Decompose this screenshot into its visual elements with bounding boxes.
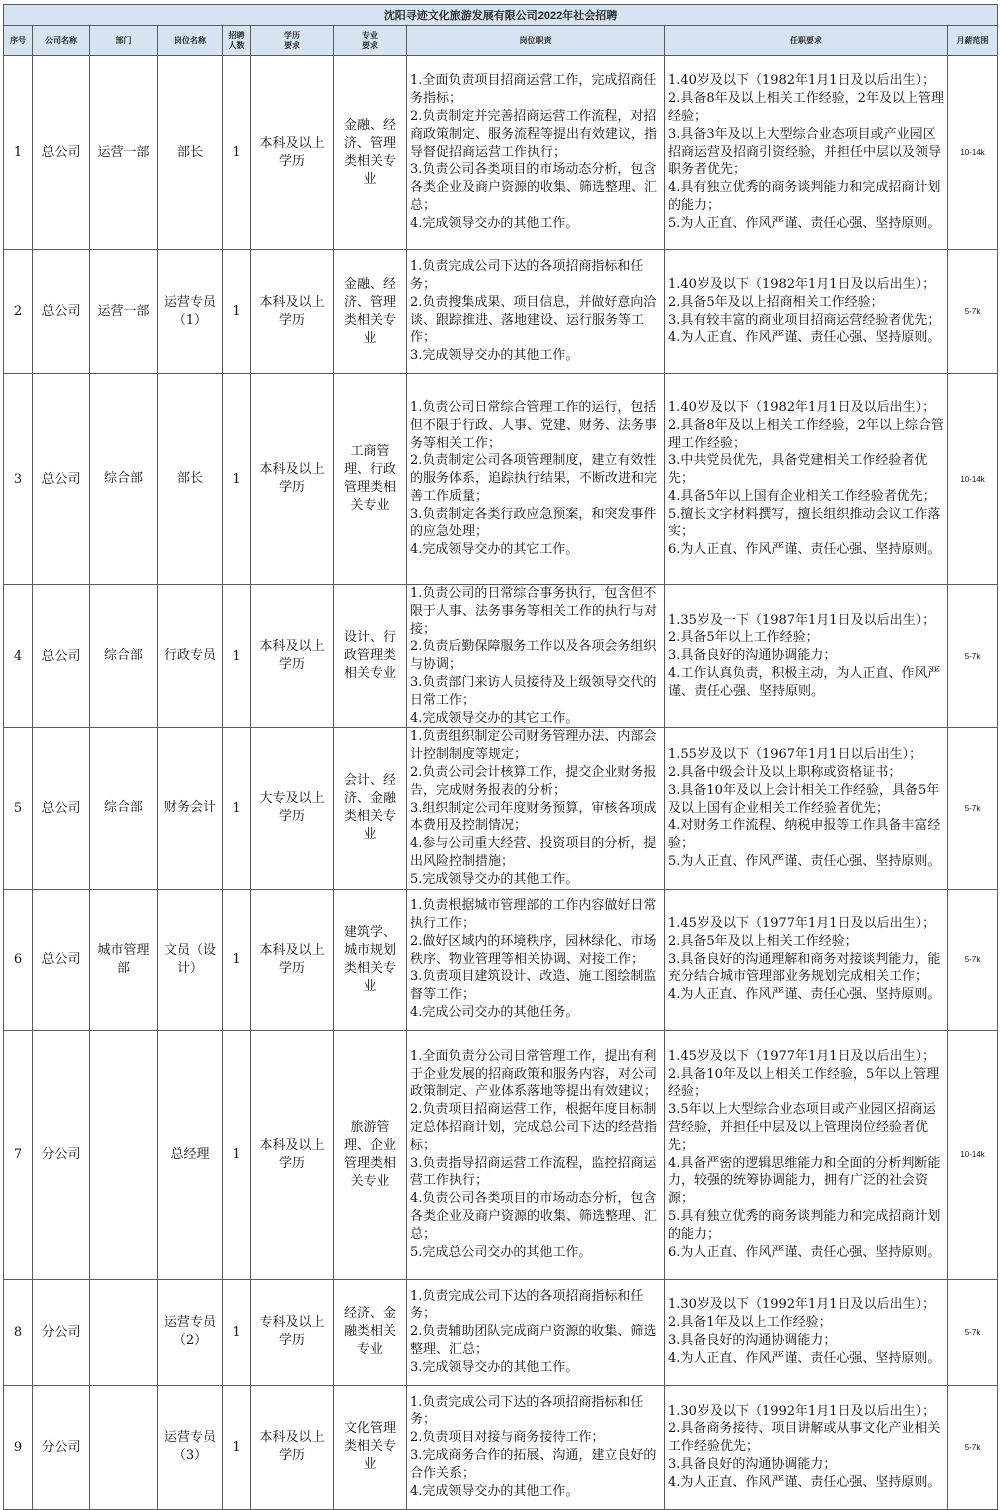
position-cell: 财务会计 <box>158 728 223 889</box>
requirement-line: 2.具备10年及以上相关工作经验，5年以上管理经验； <box>668 1066 940 1100</box>
company-cell: 总公司 <box>33 56 90 250</box>
company-cell: 总公司 <box>33 585 90 728</box>
duty-line: 1.负责完成公司下达的各项招商指标和任务； <box>410 1288 644 1322</box>
major-cell: 金融、经济、管理类相关专业 <box>334 250 407 374</box>
table-row <box>4 250 998 374</box>
header-company: 公司名称 <box>33 26 90 56</box>
company-cell: 分公司 <box>33 1030 90 1279</box>
row-number-cell: 7 <box>4 1030 33 1279</box>
requirement-line: 3.中共党员优先，具备党建相关工作经验者优先； <box>668 453 928 487</box>
requirements-cell <box>665 889 948 1030</box>
duty-line: 4.完成公司交办的其他任务。 <box>410 1005 579 1021</box>
salary-cell: 10-14k <box>948 374 998 585</box>
requirement-line: 3.具备良好的沟通协调能力； <box>668 1333 837 1349</box>
duty-line: 2.负责制定并完善招商运营工作流程，对招商政策制定、服务流程等提出有效建议，指导督促招商运营工作执行； <box>410 109 658 160</box>
requirements-cell <box>665 1030 948 1279</box>
department-cell <box>90 1385 158 1509</box>
requirement-line: 2.具备5年以上工作经验； <box>668 630 819 646</box>
header-duties: 岗位职责 <box>407 26 665 56</box>
salary-cell: 5-7k <box>948 1279 998 1385</box>
duty-line: 3.完成领导交办的其他工作。 <box>410 348 579 364</box>
duty-line: 3.完成领导交办的其他工作。 <box>410 1359 579 1375</box>
header-dept: 部门 <box>90 26 158 56</box>
table-row <box>4 1385 998 1509</box>
duty-line: 2.负责项目对接与商务接待工作； <box>410 1430 605 1446</box>
table-row <box>4 374 998 585</box>
duty-line: 2.做好区域内的环境秩序，园林绿化、市场秩序、物业管理等相关协调、对接工作； <box>410 933 657 967</box>
salary-cell: 5-7k <box>948 889 998 1030</box>
duty-line: 4.完成领导交办的其它工作。 <box>410 542 579 558</box>
duties-cell <box>407 889 665 1030</box>
position-cell: 文员（设计） <box>158 889 223 1030</box>
requirement-line: 1.30岁及以下（1992年1月1日及以后出生）； <box>668 1403 936 1419</box>
table-row <box>4 889 998 1030</box>
requirement-line: 4.对财务工作流程、纳税申报等工作具备丰富经验； <box>668 818 941 852</box>
duty-line: 3.组织制定公司年度财务预算，审核各项成本费用及控制情况； <box>410 800 657 834</box>
education-cell: 本科及以上学历 <box>251 889 334 1030</box>
department-cell: 综合部 <box>90 728 158 889</box>
requirement-line: 1.40岁及以下（1982年1月1日及以后出生）； <box>668 276 936 292</box>
header-salary: 月薪范围 <box>948 26 998 56</box>
duty-line: 3.负责指导招商运营工作流程，监控招商运营工作执行； <box>410 1155 657 1189</box>
duties-cell <box>407 1030 665 1279</box>
duty-line: 2.负责搜集成果、项目信息，并做好意向洽谈、跟踪推进、落地建设、运行服务等工作； <box>410 294 657 346</box>
education-cell: 本科及以上学历 <box>251 1385 334 1509</box>
header-no: 序号 <box>4 26 33 56</box>
requirement-line: 1.40岁及以下（1982年1月1日及以后出生）； <box>668 73 936 89</box>
company-cell: 总公司 <box>33 889 90 1030</box>
requirements-cell <box>665 56 948 250</box>
row-number-cell: 3 <box>4 374 33 585</box>
duty-line: 4.完成领导交办的其他工作。 <box>410 215 579 231</box>
header-requirements: 任职要求 <box>665 26 948 56</box>
row-number-cell: 1 <box>4 56 33 250</box>
requirement-line: 3.具备良好的沟通协调能力； <box>668 1456 837 1472</box>
requirement-line: 4.具有独立优秀的商务谈判能力和完成招商计划的能力； <box>668 180 941 213</box>
requirement-line: 4.为人正直、作风严谨、责任心强、坚持原则。 <box>668 1350 941 1366</box>
headcount-cell: 1 <box>223 56 251 250</box>
requirement-line: 2.具备8年及以上相关工作经验，2年及以上管理经验； <box>668 91 944 124</box>
salary-cell: 5-7k <box>948 250 998 374</box>
requirement-line: 5.具有独立优秀的商务谈判能力和完成招商计划的能力； <box>668 1208 941 1242</box>
requirement-line: 2.具备1年及以上工作经验； <box>668 1315 832 1331</box>
table-row <box>4 585 998 728</box>
education-cell: 本科及以上学历 <box>251 250 334 374</box>
position-cell: 运营专员（3） <box>158 1385 223 1509</box>
major-cell: 工商管理、行政管理类相关专业 <box>334 374 407 585</box>
duty-line: 2.负责辅助团队完成商户资源的收集、筛选整理、汇总； <box>410 1324 657 1357</box>
company-cell: 总公司 <box>33 250 90 374</box>
salary-cell: 10-14k <box>948 56 998 250</box>
duty-line: 3.完成商务合作的拓展、沟通，建立良好的合作关系； <box>410 1448 657 1481</box>
duty-line: 4.完成领导交办的其他工作。 <box>410 1483 579 1499</box>
duty-line: 1.全面负责项目招商运营工作，完成招商任务指标； <box>410 73 657 107</box>
requirement-line: 2.具备5年及以上招商相关工作经验； <box>668 294 884 310</box>
position-cell: 部长 <box>158 374 223 585</box>
header-major: 专业要求 <box>334 26 407 56</box>
major-cell: 会计、经济、金融类相关专业 <box>334 728 407 889</box>
salary-cell: 5-7k <box>948 1385 998 1509</box>
education-cell: 本科及以上学历 <box>251 56 334 250</box>
requirements-cell <box>665 1279 948 1385</box>
salary-cell: 5-7k <box>948 728 998 889</box>
requirement-line: 1.45岁及以下（1977年1月1日及以后出生）； <box>668 916 936 932</box>
row-number-cell: 5 <box>4 728 33 889</box>
requirement-line: 2.具备5年及以上相关工作经验； <box>668 933 858 949</box>
major-cell: 经济、金融类相关专业 <box>334 1279 407 1385</box>
position-cell: 部长 <box>158 56 223 250</box>
duty-line: 1.负责组织制定公司财务管理办法、内部会计控制制度等规定； <box>410 729 657 763</box>
salary-cell: 5-7k <box>948 585 998 728</box>
requirement-line: 1.40岁及以下（1982年1月1日及以后出生）； <box>668 399 936 415</box>
major-cell: 金融、经济、管理类相关专业 <box>334 56 407 250</box>
company-cell: 分公司 <box>33 1385 90 1509</box>
requirement-line: 3.具备10年及以上会计相关工作经验，具备5年及以上国有企业相关工作经验者优先； <box>668 782 940 816</box>
row-number-cell: 8 <box>4 1279 33 1385</box>
requirement-line: 3.具备3年及以上大型综合业态项目或产业园区招商运营及招商引资经验，并担任中层以及领导职务者优先； <box>668 126 942 178</box>
department-cell <box>90 1279 158 1385</box>
requirement-line: 1.55岁及以下（1967年1月1日以后出生）； <box>668 747 923 763</box>
department-cell: 综合部 <box>90 585 158 728</box>
requirement-line: 3.具有较丰富的商业项目招商运营经验者优先； <box>668 312 941 328</box>
major-cell: 设计、行政管理类相关专业 <box>334 585 407 728</box>
duties-cell <box>407 250 665 374</box>
duty-line: 1.全面负责分公司日常管理工作，提出有利于企业发展的招商政策和服务内容，对公司政策制定、产业体系落地等提出有效建议； <box>410 1048 658 1100</box>
duty-line: 4.参与公司重大经营、投资项目的分析，提出风险控制措施； <box>410 836 657 869</box>
header-position: 岗位名称 <box>158 26 223 56</box>
requirement-line: 2.具备8年及以上相关工作经验，2年以上综合管理工作经验； <box>668 417 944 451</box>
education-cell: 大专及以上学历 <box>251 728 334 889</box>
requirements-cell <box>665 374 948 585</box>
header-row <box>4 26 998 56</box>
duty-line: 2.负责制定公司各项管理制度，建立有效性的服务体系，追踪执行结果，不断改进和完善工作质量； <box>410 453 658 504</box>
recruitment-table-container <box>3 4 997 1510</box>
duties-cell <box>407 1385 665 1509</box>
major-cell: 文化管理类相关专业 <box>334 1385 407 1509</box>
duty-line: 3.负责公司各类项目的市场动态分析，包含各类企业及商户资源的收集、筛选整理、汇总； <box>410 162 658 213</box>
duties-cell <box>407 585 665 728</box>
duty-line: 3.负责部门来访人员接待及上级领导交代的日常工作； <box>410 674 657 708</box>
duty-line: 1.负责完成公司下达的各项招商指标和任务； <box>410 1394 644 1428</box>
headcount-cell: 1 <box>223 250 251 374</box>
duty-line: 3.负责项目建筑设计、改造、施工图绘制监督等工作； <box>410 969 657 1003</box>
headcount-cell: 1 <box>223 1279 251 1385</box>
requirements-cell <box>665 585 948 728</box>
department-cell: 运营一部 <box>90 250 158 374</box>
duty-line: 2.负责公司会计核算工作，提交企业财务报告，完成财务报表的分析； <box>410 764 657 798</box>
headcount-cell: 1 <box>223 889 251 1030</box>
department-cell: 运营一部 <box>90 56 158 250</box>
duty-line: 3.负责制定各类行政应急预案，和突发事件的应急处理； <box>410 506 657 540</box>
requirement-line: 6.为人正直、作风严谨、责任心强、坚持原则。 <box>668 542 941 558</box>
duty-line: 5.完成领导交办的其他工作。 <box>410 871 579 887</box>
education-cell: 专科及以上学历 <box>251 1279 334 1385</box>
header-education: 学历要求 <box>251 26 334 56</box>
row-number-cell: 6 <box>4 889 33 1030</box>
duty-line: 1.负责公司的日常综合事务执行，包含但不限于人事、法务事务等相关工作的执行与对接； <box>410 586 658 637</box>
requirement-line: 4.工作认真负责，积极主动，为人正直、作风严谨、责任心强、坚持原则。 <box>668 666 941 699</box>
requirement-line: 1.30岁及以下（1992年1月1日及以后出生）； <box>668 1297 936 1313</box>
table-row <box>4 728 998 889</box>
requirement-line: 5.为人正直、作风严谨、责任心强、坚持原则。 <box>668 853 941 869</box>
major-cell: 建筑学、城市规划类相关专业 <box>334 889 407 1030</box>
requirement-line: 5.擅长文字材料撰写，擅长组织推动会议工作落实； <box>668 506 941 540</box>
position-cell: 行政专员 <box>158 585 223 728</box>
requirement-line: 3.5年以上大型综合业态项目或产业园区招商运营经验，并担任中层及以上管理岗位经验者优先； <box>668 1102 936 1153</box>
requirement-line: 2.具备中级会计及以上职称或资格证书； <box>668 764 902 780</box>
duty-line: 1.负责根据城市管理部的工作内容做好日常执行工作； <box>410 898 657 932</box>
requirement-line: 4.为人正直、作风严谨、责任心强、坚持原则。 <box>668 1474 941 1490</box>
department-cell: 综合部 <box>90 374 158 585</box>
duty-line: 2.负责项目招商运营工作，根据年度目标制定总体招商计划，完成总公司下达的经营指标； <box>410 1102 658 1153</box>
requirement-line: 1.45岁及以下（1977年1月1日及以后出生）； <box>668 1048 936 1064</box>
header-count: 招聘人数 <box>223 26 251 56</box>
duty-line: 1.负责公司日常综合管理工作的运行，包括但不限于行政、人事、党建、财务、法务事务等相关工作； <box>410 399 658 451</box>
education-cell: 本科及以上学历 <box>251 1030 334 1279</box>
headcount-cell: 1 <box>223 1030 251 1279</box>
education-cell: 本科及以上学历 <box>251 374 334 585</box>
headcount-cell: 1 <box>223 374 251 585</box>
requirement-line: 6.为人正直、作风严谨、责任心强、坚持原则。 <box>668 1244 941 1260</box>
duty-line: 2.负责后勤保障服务工作以及各项会务组织与协调； <box>410 639 657 673</box>
duty-line: 1.负责完成公司下达的各项招商指标和任务； <box>410 259 644 292</box>
requirement-line: 4.具备5年以上国有企业相关工作经验者优先； <box>668 488 936 504</box>
position-cell: 总经理 <box>158 1030 223 1279</box>
requirement-line: 5.为人正直、作风严谨、责任心强、坚持原则。 <box>668 215 941 231</box>
duties-cell <box>407 728 665 889</box>
duties-cell <box>407 56 665 250</box>
row-number-cell: 9 <box>4 1385 33 1509</box>
position-cell: 运营专员（2） <box>158 1279 223 1385</box>
requirements-cell <box>665 728 948 889</box>
company-cell: 总公司 <box>33 728 90 889</box>
requirements-cell <box>665 1385 948 1509</box>
headcount-cell: 1 <box>223 585 251 728</box>
position-cell: 运营专员（1） <box>158 250 223 374</box>
table-row <box>4 56 998 250</box>
requirement-line: 4.为人正直、作风严谨、责任心强、坚持原则。 <box>668 987 941 1003</box>
headcount-cell: 1 <box>223 728 251 889</box>
duties-cell <box>407 374 665 585</box>
requirement-line: 3.具备良好的沟通协调能力； <box>668 648 837 664</box>
table-row <box>4 1279 998 1385</box>
requirement-line: 4.具备严密的逻辑思维能力和全面的分析判断能力，较强的统筹协调能力，拥有广泛的社会资源； <box>668 1155 941 1207</box>
salary-cell: 10-14k <box>948 1030 998 1279</box>
major-cell: 旅游管理、企业管理类相关专业 <box>334 1030 407 1279</box>
duty-line: 4.完成领导交办的其它工作。 <box>410 710 579 726</box>
company-cell: 分公司 <box>33 1279 90 1385</box>
duties-cell <box>407 1279 665 1385</box>
duty-line: 4.负责公司各类项目的市场动态分析，包含各类企业及商户资源的收集、筛选整理、汇总； <box>410 1191 658 1242</box>
requirement-line: 4.为人正直、作风严谨、责任心强、坚持原则。 <box>668 330 941 346</box>
table-row <box>4 1030 998 1279</box>
education-cell: 本科及以上学历 <box>251 585 334 728</box>
requirement-line: 3.具备良好的沟通理解和商务对接谈判能力，能充分结合城市管理部业务规划完成相关工作； <box>668 951 941 985</box>
requirement-line: 1.35岁及一下（1987年1月1日及以后出生）； <box>668 612 936 628</box>
requirement-line: 2.具备商务接待、项目讲解或从事文化产业相关工作经验优先； <box>668 1421 941 1455</box>
row-number-cell: 2 <box>4 250 33 374</box>
requirements-cell <box>665 250 948 374</box>
table-title: 沈阳寻迹文化旅游发展有限公司2022年社会招聘 <box>4 5 998 26</box>
recruitment-table <box>3 4 998 1510</box>
row-number-cell: 4 <box>4 585 33 728</box>
department-cell <box>90 1030 158 1279</box>
duty-line: 5.完成总公司交办的其他工作。 <box>410 1244 592 1260</box>
department-cell: 城市管理部 <box>90 889 158 1030</box>
headcount-cell: 1 <box>223 1385 251 1509</box>
company-cell: 总公司 <box>33 374 90 585</box>
